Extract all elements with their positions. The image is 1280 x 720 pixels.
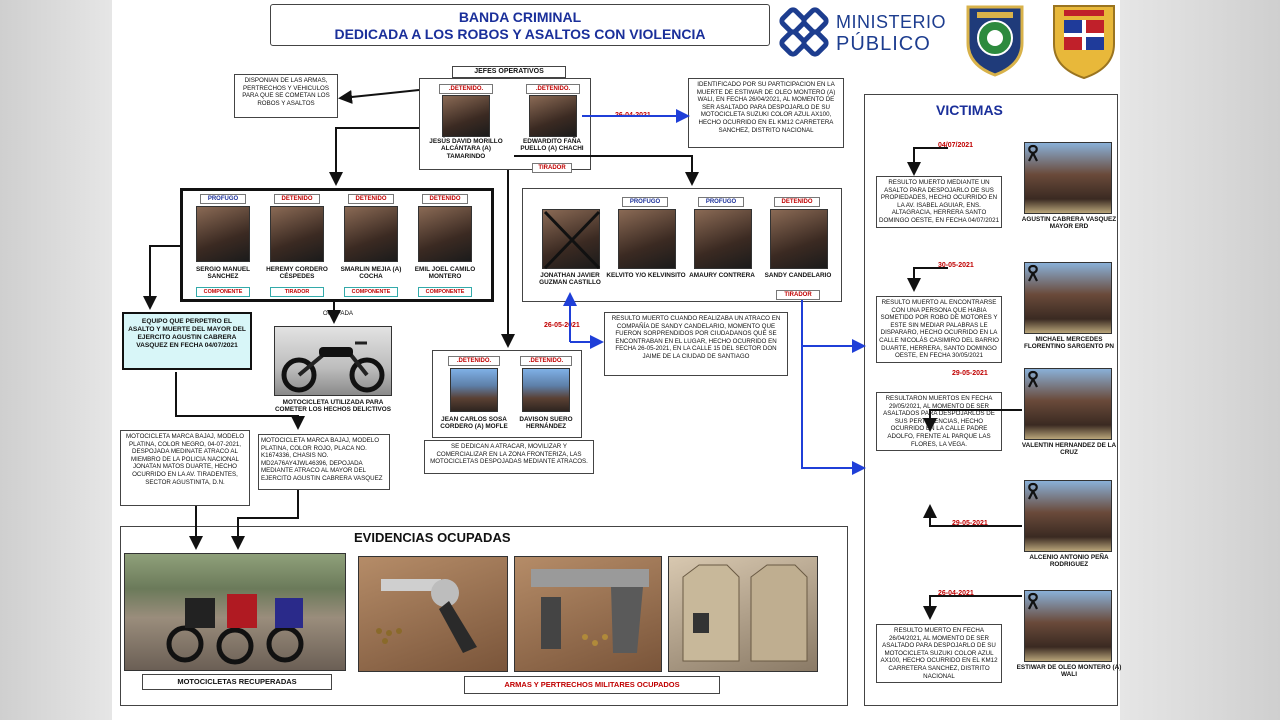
jefes-date: 26-04-2021 [615, 112, 651, 119]
victim-date: 30-05-2021 [938, 262, 974, 269]
moto-caption: MOTOCICLETA UTILIZADA PARA COMETER LOS HECHOS DELICTIVOS [274, 399, 392, 414]
victim-note [876, 176, 1002, 228]
mourning-ribbon-icon [1026, 592, 1040, 610]
victim-note [876, 392, 1002, 451]
mid-group-status: .DETENIDO. [448, 356, 500, 366]
mourning-ribbon-icon [1026, 482, 1040, 500]
moto-note-1 [120, 430, 250, 506]
group-right-name: KELVITO Y/O KELVINSITO [606, 272, 686, 279]
deceased-cross-icon [543, 210, 601, 270]
jefes-left-note-text: DISPONIAN DE LAS ARMAS, PERTRECHOS Y VEHICULOS PARA QUE SE COMETAN LOS ROBOS Y ASALTOS [242, 77, 330, 107]
motos-caption-box [142, 674, 332, 690]
victim-name: ESTIWAR DE OLEO MONTERO (A) WALI [1016, 664, 1122, 679]
jefe2-name: EDWARDITO FAÑA PUELLO (A) CHACHI [520, 138, 584, 153]
tactical-vest-icon [669, 557, 817, 671]
pistol-icon [515, 557, 661, 671]
motorcycles-icon [125, 554, 345, 670]
group-right-photo [618, 209, 676, 269]
infographic-sheet [112, 0, 1120, 720]
jonathan-note [604, 312, 788, 376]
moto-note-1-text: MOTOCICLETA MARCA BAJAJ, MODELO PLATINA, COLOR NEGRO, 04-07-2021, DESPOJADA MEDINATE ATRACO AL MIEMBRO DE LA POLICIA NACIONAL JONATAN MATOS DUARTE, HECHO OCURRIDO EN LA AV. TIRADENTES, SECTOR AGUSTINITA, D.N. [125, 433, 245, 486]
dicrim-seal-icon [1046, 2, 1122, 80]
group-right-status: PROFUGO [698, 197, 744, 207]
victim-date: 29-05-2021 [952, 370, 988, 377]
mourning-ribbon-icon [1026, 370, 1040, 388]
group-left-name: SERGIO MANUEL SANCHEZ [196, 266, 250, 281]
victim-note [876, 624, 1002, 683]
group-left-role: COMPONENTE [196, 287, 250, 297]
revolver-photo [358, 556, 508, 672]
group-left-photo [418, 206, 472, 262]
mid-group-name: JEAN CARLOS SOSA CORDERO (A) MOFLE [440, 416, 508, 431]
ministerio-line2: PÚBLICO [836, 33, 931, 55]
armas-caption: ARMAS Y PERTRECHOS MILITARES OCUPADOS [504, 680, 680, 689]
policia-nacional-seal-icon [960, 3, 1030, 77]
group-left-status: DETENIDO [422, 194, 468, 204]
group-right-status: PROFUGO [622, 197, 668, 207]
jefe2-role: TIRADOR [532, 163, 572, 173]
ministerio-logo [778, 6, 953, 58]
armas-caption-box [464, 676, 720, 694]
victim-note-text: RESULTO MUERTO MEDIANTE UN ASALTO PARA DESPOJARLO DE SUS PROPIEDADES, HECHO OCURRIDO EN LA AV. ISABEL AGUIAR, ENS. ALTAGRACIA, HERRERA SANTO DOMINGO OESTE, EN FECHA 04/07/2021 [879, 179, 1000, 224]
motorcycle-icon [275, 327, 391, 395]
group-left-photo [344, 206, 398, 262]
jonathan-note-text: RESULTO MUERTO CUANDO REALIZABA UN ATRACO EN COMPAÑÍA DE SANDY CANDELARIO, MOMENTO QUE FUERON SORPRENDIDOS POR CIUDADANOS QUE SE ENCONTRABAN EN EL LUGAR, HECHO OCURRIDO EN FECHA 26-05-2021, EN LA CALLE 15 DEL SECTOR DON JAIME DE LA CIUDAD DE SANTIAGO [611, 315, 781, 360]
title-line1: BANDA CRIMINAL [458, 9, 582, 25]
mid-group-photo [522, 368, 570, 412]
group-right-name: SANDY CANDELARIO [764, 272, 832, 279]
jefe2-photo [529, 95, 577, 137]
mid-group-status: .DETENIDO. [520, 356, 572, 366]
victim-name: AGUSTIN CABRERA VASQUEZ MAYOR ERD [1021, 216, 1117, 231]
jefes-title-box [452, 66, 566, 78]
group-left-role: COMPONENTE [418, 287, 472, 297]
moto-note-2 [258, 434, 390, 490]
mid-note [424, 440, 594, 474]
group-left-name: EMIL JOEL CAMILO MONTERO [414, 266, 476, 281]
ocupada-label: OCUPADA [322, 310, 354, 317]
left-blur-margin [0, 0, 112, 720]
group-right-name: AMAURY CONTRERA [689, 272, 755, 279]
mid-group-name: DAVISON SUERO HERNÁNDEZ [519, 416, 573, 431]
group-left-role: COMPONENTE [344, 287, 398, 297]
group-left-status: PROFUGO [200, 194, 246, 204]
revolver-icon [359, 557, 507, 671]
vest-photo [668, 556, 818, 672]
mourning-ribbon-icon [1026, 144, 1040, 162]
group-left-photo [196, 206, 250, 262]
motos-recuperadas-photo [124, 553, 346, 671]
motos-caption: MOTOCICLETAS RECUPERADAS [177, 677, 297, 686]
group-right-name: JONATHAN JAVIER GUZMAN CASTILLO [539, 272, 601, 287]
title-box [270, 4, 770, 46]
group-right-role: TIRADOR [776, 290, 820, 300]
jefe1-name: JESÚS DAVID MORILLO ALCÁNTARA (A) TAMARINDO [429, 138, 503, 160]
victim-name: MICHAEL MERCEDES FLORENTINO SARGENTO PN [1023, 336, 1115, 351]
group-right-status: DETENIDO [774, 197, 820, 207]
jefes-left-note [234, 74, 338, 118]
group-left-photo [270, 206, 324, 262]
mid-note-text: SE DEDICAN A ATRACAR, MOVILIZAR Y COMERCIALIZAR EN LA ZONA FRONTERIZA, LAS MOTOCICLETAS DESPOJADAS MEDIANTE ATRACOS. [430, 443, 588, 466]
right-blur-margin [1120, 0, 1280, 720]
equipo-note [122, 312, 252, 370]
mid-group-photo [450, 368, 498, 412]
moto-note-2-text: MOTOCICLETA MARCA BAJAJ, MODELO PLATINA, COLOR ROJO, PLACA NO. K1674336, CHASIS NO. MD2A76AY4JWL46396, DEPOJADA MEDIANTE ATRACO AL MAYOR DEL EJERCITO AGUSTIN CABRERA VASQUEZ [261, 437, 383, 482]
mourning-ribbon-icon [1026, 264, 1040, 282]
jefe1-photo [442, 95, 490, 137]
victim-name: VALENTIN HERNANDEZ DE LA CRUZ [1021, 442, 1117, 457]
victimas-title: VICTIMAS [936, 102, 1003, 118]
equipo-note-text: EQUIPO QUE PERPETRO EL ASALTO Y MUERTE DEL MAYOR DEL EJERCITO AGUSTIN CABRERA VASQUEZ EN FECHA 04/07/2021 [128, 318, 246, 349]
victim-date: 29-05-2021 [952, 520, 988, 527]
jefe2-status: .DETENIDO. [526, 84, 580, 94]
ministerio-emblem-icon [778, 6, 830, 58]
victim-note-text: RESULTO MUERTO EN FECHA 26/04/2021, AL MOMENTO DE SER ASALTADO PARA DESPOJARLO DE SU MOTOCICLETA SUZUKI COLOR AZUL AX100, HECHO OCURRIDO EN EL KM12 CARRETERA SANCHEZ, DISTRITO NACIONAL [880, 627, 998, 680]
group-left-status: DETENIDO [348, 194, 394, 204]
victim-note [876, 296, 1002, 363]
group-right-photo [770, 209, 828, 269]
jefes-right-note [688, 78, 844, 148]
victim-date: 26-04-2021 [938, 590, 974, 597]
title-line2: DEDICADA A LOS ROBOS Y ASALTOS CON VIOLENCIA [334, 26, 706, 42]
victim-note-text: RESULTO MUERTO AL ENCONTRARSE CON UNA PERSONA QUE HABIA SOMETIDO POR ROBO DE MOTORES Y ESTE SIN MEDIAR PALABRAS LE DISPARARO, HECHO OCURRIDO EN LA CALLE NICOLÁS CASIMIRO DEL BARRIO DUARTE, HERRERA, SANTO DOMINGO OESTE, EN FECHA 30/05/2021 [879, 299, 999, 360]
group-right-photo [542, 209, 600, 269]
group-right-photo [694, 209, 752, 269]
evidencias-title: EVIDENCIAS OCUPADAS [354, 530, 511, 545]
jefes-right-note-text: IDENTIFICADO POR SU PARTICIPACION EN LA MUERTE DE ESTIWAR DE OLEO MONTERO (A) WALI, EN FECHA 26/04/2021, AL MOMENTO DE SER ASALTADO PARA DESPOJARLO DE SU MOTOCICLETA SUZUKI COLOR AZUL AX100, HECHO OCURRIDO EN EL KM12 CARRETERA SANCHEZ, DISTRITO NACIONAL [696, 81, 836, 134]
jefes-title: JEFES OPERATIVOS [474, 68, 544, 75]
ministerio-line1: MINISTERIO [836, 12, 947, 32]
victim-note-text: RESULTARON MUERTOS EN FECHA 29/05/2021, AL MOMENTO DE SER ASALTADOS PARA DESPOJARLOS DE SUS PERTENENCIAS, HECHO OCURRIDO EN LA CALLE PADRE ADOLFO, FRENTE AL PARQUE LAS FLORES, LA VEGA. [883, 395, 995, 448]
pistol-photo [514, 556, 662, 672]
jonathan-date: 26-05-2021 [544, 322, 580, 329]
group-left-name: HEREMY CORDERO CÉSPEDES [266, 266, 328, 281]
group-left-name: SMARLIN MEJIA (A) COCHA [340, 266, 402, 281]
group-left-role: TIRADOR [270, 287, 324, 297]
victim-name: ALCENIO ANTONIO PEÑA RODRIGUEZ [1029, 554, 1109, 569]
motorcycle-photo [274, 326, 392, 396]
victim-date: 04/07/2021 [938, 142, 974, 149]
jefe1-status: .DETENIDO. [439, 84, 493, 94]
group-left-status: DETENIDO [274, 194, 320, 204]
